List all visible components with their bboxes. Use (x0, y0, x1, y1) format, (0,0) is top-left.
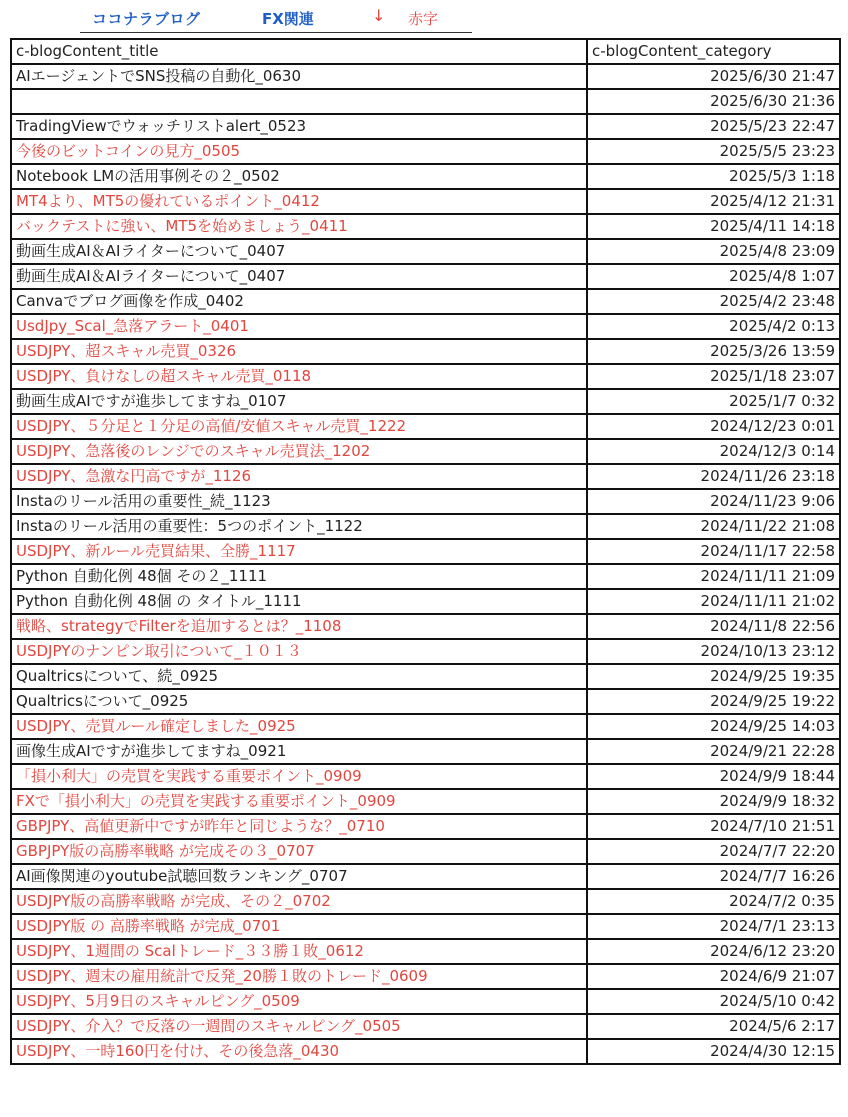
row-date-cell[interactable]: 2024/12/23 0:01 (587, 414, 840, 439)
table-row (11, 914, 840, 939)
row-date-cell[interactable]: 2025/5/3 1:18 (587, 164, 840, 189)
row-date-cell[interactable]: 2024/9/21 22:28 (587, 739, 840, 764)
row-title-cell[interactable]: USDJPY、介入？で反落の一週間のスキャルピング_0505 (11, 1014, 587, 1039)
row-date-cell[interactable]: 2025/5/23 22:47 (587, 114, 840, 139)
row-title-cell[interactable]: USDJPY版 の 高勝率戦略 が完成_0701 (11, 914, 587, 939)
table-row (11, 1014, 840, 1039)
row-title-cell[interactable]: Qualtricsについて_0925 (11, 689, 587, 714)
row-date-cell[interactable]: 2024/7/7 16:26 (587, 864, 840, 889)
column-header-title[interactable]: c-blogContent_title (11, 39, 587, 64)
row-date-cell[interactable]: 2024/7/2 0:35 (587, 889, 840, 914)
row-date-cell[interactable]: 2024/5/6 2:17 (587, 1014, 840, 1039)
row-date-cell[interactable]: 2025/6/30 21:36 (587, 89, 840, 114)
column-header-category[interactable]: c-blogContent_category (587, 39, 840, 64)
row-title-cell[interactable]: USDJPY、急激な円高ですが_1126 (11, 464, 587, 489)
table-row (11, 364, 840, 389)
table-row (11, 139, 840, 164)
table-row (11, 1039, 840, 1064)
row-date-cell[interactable]: 2024/10/13 23:12 (587, 639, 840, 664)
row-date-cell[interactable]: 2024/9/25 19:35 (587, 664, 840, 689)
row-date-cell[interactable]: 2024/4/30 12:15 (587, 1039, 840, 1064)
row-title-cell[interactable]: 動画生成AIですが進歩してますね_0107 (11, 389, 587, 414)
row-title-cell[interactable]: 戦略、strategyでFilterを追加するとは？_1108 (11, 614, 587, 639)
row-date-cell[interactable]: 2025/4/8 1:07 (587, 264, 840, 289)
down-arrow-icon: ↓ (372, 6, 386, 25)
table-row (11, 714, 840, 739)
row-date-cell[interactable]: 2024/11/17 22:58 (587, 539, 840, 564)
row-title-cell[interactable]: AIエージェントでSNS投稿の自動化_0630 (11, 64, 587, 89)
table-row (11, 614, 840, 639)
row-title-cell[interactable]: Notebook LMの活用事例その２_0502 (11, 164, 587, 189)
row-date-cell[interactable]: 2025/3/26 13:59 (587, 339, 840, 364)
table-row (11, 264, 840, 289)
row-date-cell[interactable]: 2024/11/11 21:09 (587, 564, 840, 589)
row-date-cell[interactable]: 2025/5/5 23:23 (587, 139, 840, 164)
table-row (11, 589, 840, 614)
table-row (11, 689, 840, 714)
row-date-cell[interactable]: 2025/1/7 0:32 (587, 389, 840, 414)
row-date-cell[interactable]: 2025/4/8 23:09 (587, 239, 840, 264)
blog-title: ココナラブログ (92, 10, 201, 28)
table-row (11, 64, 840, 89)
row-title-cell[interactable]: USDJPY、1週間の Scalトレード_３３勝１敗_0612 (11, 939, 587, 964)
row-title-cell[interactable]: USDJPY、新ルール売買結果、全勝_1117 (11, 539, 587, 564)
row-title-cell[interactable]: GBPJPY版の高勝率戦略 が完成その３_0707 (11, 839, 587, 864)
row-title-cell[interactable]: TradingViewでウォッチリストalert_0523 (11, 114, 587, 139)
row-date-cell[interactable]: 2024/6/9 21:07 (587, 964, 840, 989)
row-date-cell[interactable]: 2024/11/8 22:56 (587, 614, 840, 639)
table-row (11, 639, 840, 664)
table-row (11, 514, 840, 539)
table-row (11, 289, 840, 314)
row-title-cell[interactable]: USDJPYのナンピン取引について_１０１３ (11, 639, 587, 664)
red-text-note: 赤字 (408, 10, 439, 28)
row-title-cell[interactable]: AI画像関連のyoutube試聴回数ランキング_0707 (11, 864, 587, 889)
row-title-cell[interactable]: MT4より、MT5の優れているポイント_0412 (11, 189, 587, 214)
row-date-cell[interactable]: 2024/7/7 22:20 (587, 839, 840, 864)
category-label: FX関連 (262, 10, 314, 28)
row-title-cell[interactable]: 「損小利大」の売買を実践する重要ポイント_0909 (11, 764, 587, 789)
table-row (11, 389, 840, 414)
table-row (11, 964, 840, 989)
row-date-cell[interactable]: 2024/11/26 23:18 (587, 464, 840, 489)
row-title-cell[interactable]: USDJPY、一時160円を付け、その後急落_0430 (11, 1039, 587, 1064)
row-date-cell[interactable]: 2024/9/9 18:44 (587, 764, 840, 789)
row-date-cell[interactable]: 2024/9/25 19:22 (587, 689, 840, 714)
row-title-cell[interactable]: UsdJpy_Scal_急落アラート_0401 (11, 314, 587, 339)
table-row (11, 739, 840, 764)
row-title-cell[interactable]: Instaのリール活用の重要性：5つのポイント_1122 (11, 514, 587, 539)
table-row (11, 764, 840, 789)
table-row (11, 189, 840, 214)
row-title-cell[interactable]: Qualtricsについて、続_0925 (11, 664, 587, 689)
row-title-cell[interactable] (11, 89, 587, 114)
row-title-cell[interactable]: USDJPY版の高勝率戦略 が完成、その２_0702 (11, 889, 587, 914)
row-title-cell[interactable]: USDJPY、急落後のレンジでのスキャル売買法_1202 (11, 439, 587, 464)
row-date-cell[interactable]: 2025/1/18 23:07 (587, 364, 840, 389)
table-row (11, 89, 840, 114)
table-row (11, 989, 840, 1014)
table-row (11, 414, 840, 439)
row-date-cell[interactable]: 2024/9/25 14:03 (587, 714, 840, 739)
row-date-cell[interactable]: 2024/11/22 21:08 (587, 514, 840, 539)
row-title-cell[interactable]: 画像生成AIですが進歩してますね_0921 (11, 739, 587, 764)
row-title-cell[interactable]: 動画生成AI＆AIライターについて_0407 (11, 239, 587, 264)
row-date-cell[interactable]: 2024/9/9 18:32 (587, 789, 840, 814)
table-row (11, 339, 840, 364)
row-title-cell[interactable]: GBPJPY、高値更新中ですが昨年と同じような？_0710 (11, 814, 587, 839)
row-title-cell[interactable]: 今後のビットコインの見方_0505 (11, 139, 587, 164)
row-date-cell[interactable]: 2024/12/3 0:14 (587, 439, 840, 464)
row-date-cell[interactable]: 2025/4/12 21:31 (587, 189, 840, 214)
table-row (11, 814, 840, 839)
row-title-cell[interactable]: Python 自動化例 48個 その２_1111 (11, 564, 587, 589)
row-date-cell[interactable]: 2024/11/11 21:02 (587, 589, 840, 614)
row-title-cell[interactable]: USDJPY、売買ルール確定しました_0925 (11, 714, 587, 739)
table-row (11, 889, 840, 914)
header-underline (80, 32, 472, 33)
table-row (11, 114, 840, 139)
row-title-cell[interactable]: USDJPY、5月9日のスキャルピング_0509 (11, 989, 587, 1014)
table-row (11, 164, 840, 189)
blog-content-table (10, 38, 841, 1065)
row-title-cell[interactable]: USDJPY、超スキャル売買_0326 (11, 339, 587, 364)
table-row (11, 314, 840, 339)
row-date-cell[interactable]: 2024/5/10 0:42 (587, 989, 840, 1014)
row-title-cell[interactable]: 動画生成AI＆AIライターについて_0407 (11, 264, 587, 289)
table-row (11, 789, 840, 814)
table-row (11, 439, 840, 464)
page-header (0, 0, 848, 36)
table-row (11, 464, 840, 489)
row-title-cell[interactable]: Python 自動化例 48個 の タイトル_1111 (11, 589, 587, 614)
row-date-cell[interactable]: 2025/6/30 21:47 (587, 64, 840, 89)
table-row (11, 864, 840, 889)
row-title-cell[interactable]: USDJPY、５分足と１分足の高値/安値スキャル売買_1222 (11, 414, 587, 439)
table-row (11, 239, 840, 264)
row-title-cell[interactable]: Canvaでブログ画像を作成_0402 (11, 289, 587, 314)
table-row (11, 539, 840, 564)
row-date-cell[interactable]: 2025/4/2 23:48 (587, 289, 840, 314)
header-row (11, 39, 840, 64)
table-body (11, 64, 840, 1064)
row-date-cell[interactable]: 2024/7/1 23:13 (587, 914, 840, 939)
row-date-cell[interactable]: 2025/4/2 0:13 (587, 314, 840, 339)
row-date-cell[interactable]: 2024/6/12 23:20 (587, 939, 840, 964)
row-date-cell[interactable]: 2024/7/10 21:51 (587, 814, 840, 839)
table-row (11, 664, 840, 689)
row-title-cell[interactable]: バックテストに強い、MT5を始めましょう_0411 (11, 214, 587, 239)
table-row (11, 489, 840, 514)
row-date-cell[interactable]: 2024/11/23 9:06 (587, 489, 840, 514)
table-row (11, 564, 840, 589)
row-title-cell[interactable]: USDJPY、負けなしの超スキャル売買_0118 (11, 364, 587, 389)
table-row (11, 839, 840, 864)
row-title-cell[interactable]: Instaのリール活用の重要性_続_1123 (11, 489, 587, 514)
table-row (11, 939, 840, 964)
table-row (11, 214, 840, 239)
row-title-cell[interactable]: USDJPY、週末の雇用統計で反発_20勝１敗のトレード_0609 (11, 964, 587, 989)
row-title-cell[interactable]: FXで「損小利大」の売買を実践する重要ポイント_0909 (11, 789, 587, 814)
row-date-cell[interactable]: 2025/4/11 14:18 (587, 214, 840, 239)
